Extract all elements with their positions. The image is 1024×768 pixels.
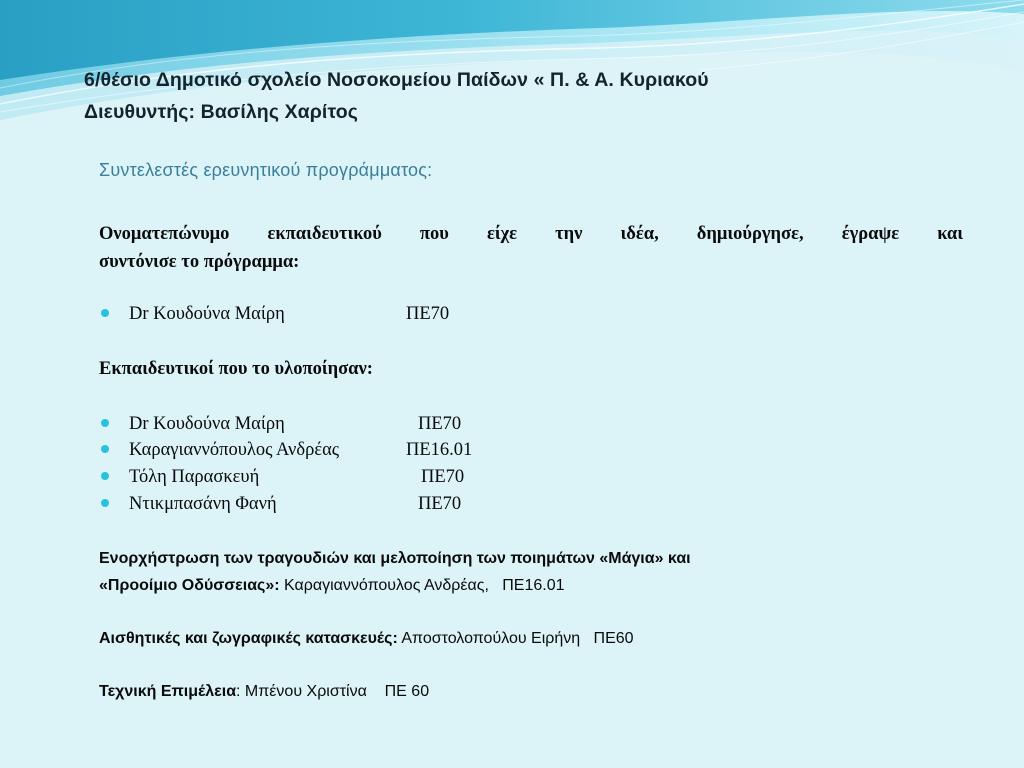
list-item-code: ΠΕ70 [421, 467, 465, 487]
list-item-code: ΠΕ70 [418, 414, 462, 434]
list-item-name: Ντικμπασάνη Φανή [129, 494, 277, 514]
list-item-name: Καραγιαννόπουλος Ανδρέας [129, 440, 340, 460]
aesthetics-label: Αισθητικές και ζωγραφικές κατασκευές: [99, 630, 398, 647]
bullet-icon [101, 419, 109, 427]
technical-line [99, 683, 429, 701]
title-line-school: 6/θέσιο Δημοτικό σχολείο Νοσοκομείου Παίδων « Π. & Α. Κυριακού [84, 69, 709, 91]
bullet-icon [101, 309, 109, 317]
idea-heading-line2: συντόνισε το πρόγραμμα: [99, 252, 300, 272]
list-item-code: ΠΕ70 [418, 494, 462, 514]
idea-heading-line1: Ονοματεπώνυμο εκπαιδευτικού που είχε την ιδέα, δημιούργησε, έγραψε και [99, 224, 963, 244]
list-item-name: Dr Κουδούνα Μαίρη [129, 414, 285, 434]
page-subtitle: Συντελεστές ερευνητικού προγράμματος: [99, 160, 433, 180]
idea-person-name: Dr Κουδούνα Μαίρη [129, 304, 285, 324]
aesthetics-line [99, 630, 634, 648]
implementers-heading: Εκπαιδευτικοί που το υλοποίησαν: [99, 359, 373, 379]
title-line-director: Διευθυντής: Βασίλης Χαρίτος [84, 101, 358, 123]
orchestration-works-label: «Προοίμιο Οδύσσειας»: [99, 577, 280, 594]
technical-value: : Μπένου Χριστίνα ΠΕ 60 [236, 683, 430, 700]
aesthetics-value: Αποστολοπούλου Ειρήνη ΠΕ60 [397, 630, 634, 647]
idea-person-code: ΠΕ70 [406, 304, 450, 324]
bullet-icon [101, 472, 109, 480]
orchestration-line2 [99, 577, 565, 595]
list-item-code: ΠΕ16.01 [406, 440, 473, 460]
bullet-icon [101, 445, 109, 453]
orchestration-value: Καραγιαννόπουλος Ανδρέας, ΠΕ16.01 [279, 577, 565, 594]
list-item-name: Τόλη Παρασκευή [129, 467, 260, 487]
orchestration-line1: Ενορχήστρωση των τραγουδιών και μελοποίηση των ποιημάτων «Μάγια» και [99, 550, 691, 567]
bullet-icon [101, 499, 109, 507]
technical-label: Τεχνική Επιμέλεια [99, 683, 237, 700]
